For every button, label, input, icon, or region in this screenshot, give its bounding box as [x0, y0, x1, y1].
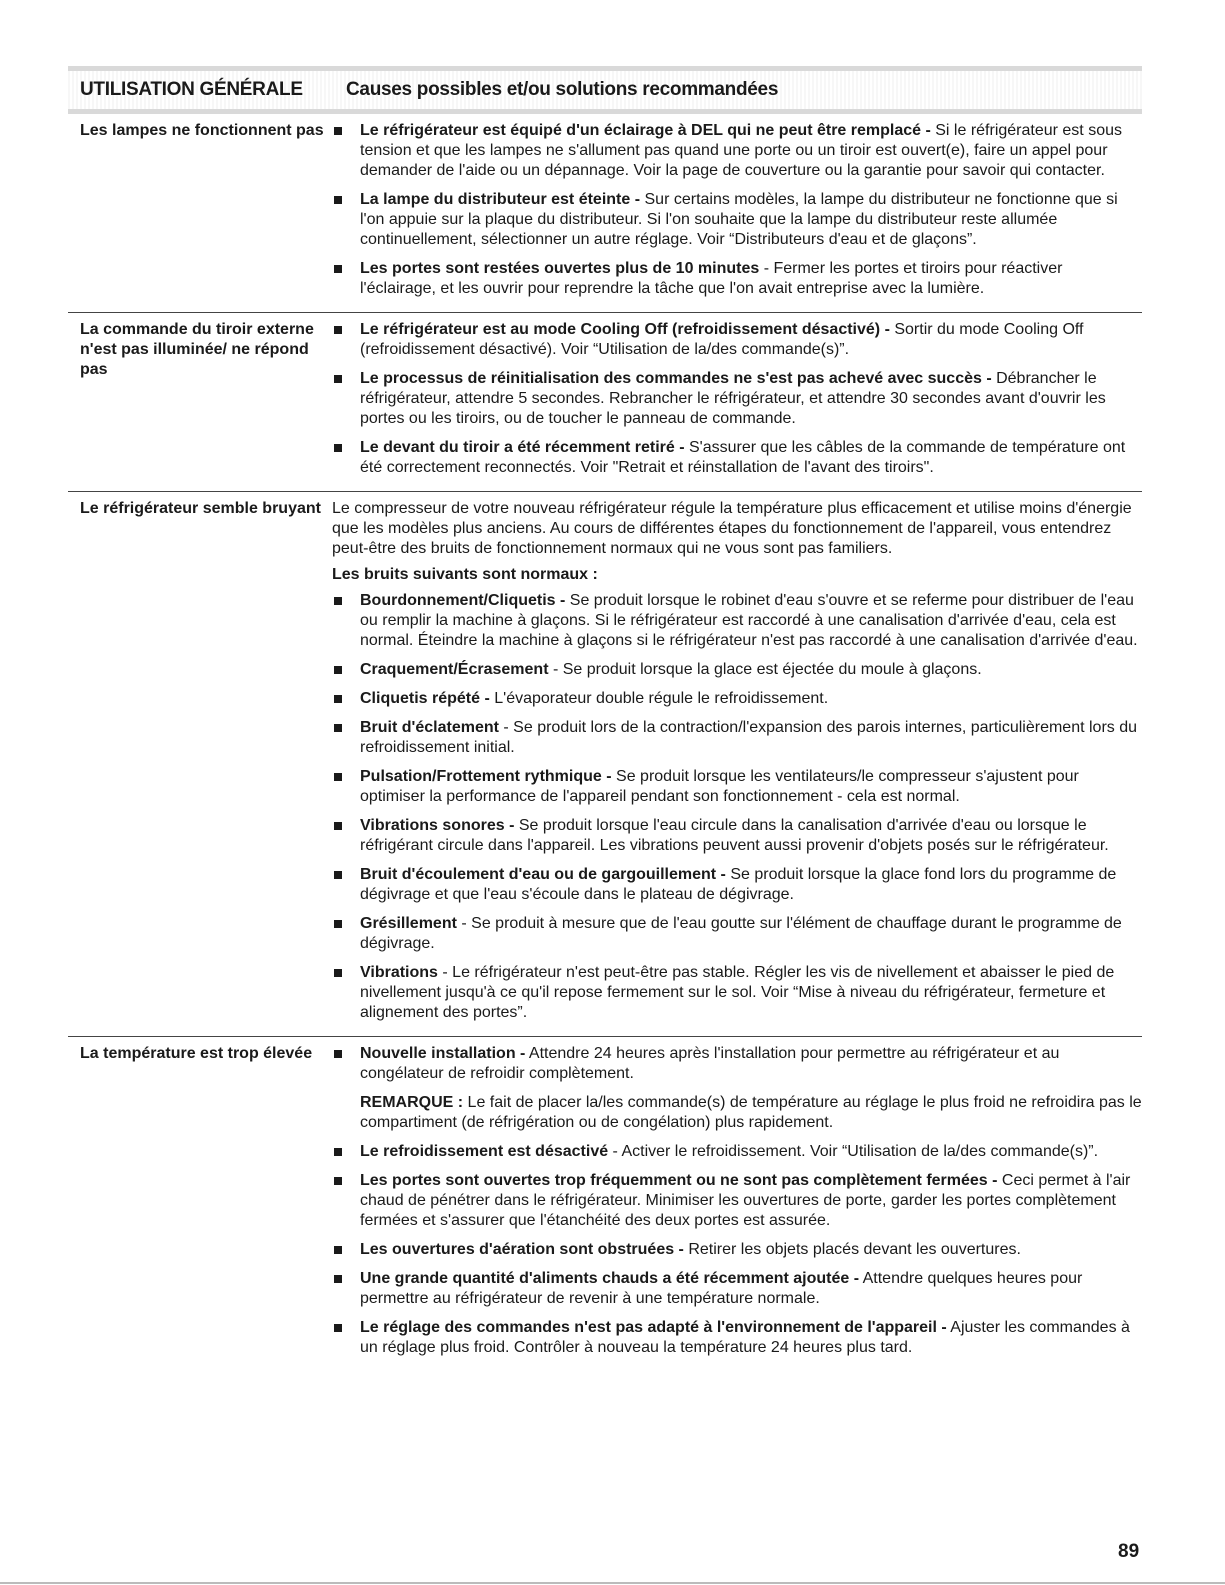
item-cause: Le réglage des commandes n'est pas adapté à l'environnement de l'appareil -	[360, 1319, 947, 1336]
list-item	[332, 689, 1142, 709]
list-item	[332, 1142, 1142, 1162]
item-cause: Le réfrigérateur est au mode Cooling Off (refroidissement désactivé) -	[360, 321, 890, 338]
item-solution: Ceci permet à l'air chaud de pénétrer dans le réfrigérateur. Minimiser les ouvertures de porte, garder les portes complètement fermées et s'assurer que l'étanchéité des deux portes est assurée.	[360, 1172, 1131, 1229]
list-item	[332, 438, 1142, 478]
item-cause: Craquement/Écrasement	[360, 661, 549, 678]
item-solution: Se produit lorsque l'eau circule dans la canalisation d'arrivée d'eau ou lorsque le réfrigérant circule dans l'appareil. Les vibrations peuvent aussi provenir d'objets posés sur le réfrigérateur.	[360, 817, 1109, 854]
section-noise	[68, 492, 1142, 1037]
troubleshooting-table	[68, 66, 1142, 1371]
item-cause: Bruit d'éclatement	[360, 719, 499, 736]
item-solution: Se produit lorsque le robinet d'eau s'ouvre et se referme pour distribuer de l'eau ou remplir la machine à glaçons. Si le réfrigérateur est raccordé à une canalisation d'arrivée d'eau, cela est normal. Éteindre la machine à glaçons si le réfrigérateur n'est pas raccordé à une canalisation d'arrivée d'eau.	[360, 592, 1138, 649]
item-cause: Les portes sont restées ouvertes plus de 10 minutes	[360, 260, 760, 277]
item-cause: Le processus de réinitialisation des commandes ne s'est pas achevé avec succès -	[360, 370, 992, 387]
item-solution: - Le réfrigérateur n'est peut-être pas stable. Régler les vis de nivellement et abaisser le pied de nivellement jusqu'à ce qu'il repose fermement sur le sol. Voir “Mise à niveau du réfrigérateur, fermeture et alignement des portes”.	[360, 964, 1115, 1021]
list-item	[332, 1044, 1142, 1084]
problem-label: Les lampes ne fonctionnent pas	[80, 122, 324, 139]
item-cause: Une grande quantité d'aliments chauds a été récemment ajoutée -	[360, 1270, 860, 1287]
list-item	[332, 320, 1142, 360]
item-solution: - Se produit lorsque la glace est éjectée du moule à glaçons.	[548, 661, 982, 678]
problem-label: La commande du tiroir externe n'est pas illuminée/ ne répond pas	[80, 321, 314, 378]
item-cause: Bourdonnement/Cliquetis -	[360, 592, 566, 609]
item-solution: Se produit lorsque les ventilateurs/le compresseur s'ajustent pour optimiser la performance de l'appareil pendant son fonctionnement - cela est normal.	[360, 768, 1079, 805]
bullet-icon	[332, 718, 360, 758]
bullet-icon	[332, 767, 360, 807]
bullet-icon	[332, 816, 360, 856]
bullet-icon	[332, 190, 360, 250]
item-cause: Les portes sont ouvertes trop fréquemment ou ne sont pas complètement fermées -	[360, 1172, 998, 1189]
item-solution: Se produit lorsque la glace fond lors du programme de dégivrage et que l'eau s'écoule dans le plateau de dégivrage.	[360, 866, 1117, 903]
item-solution: Sortir du mode Cooling Off (refroidissement désactivé). Voir “Utilisation de la/des commande(s)”.	[360, 321, 1084, 358]
solutions	[332, 320, 1142, 487]
note-label: REMARQUE :	[360, 1094, 464, 1111]
header-problem-column: UTILISATION GÉNÉRALE	[80, 79, 303, 100]
bullet-icon	[332, 369, 360, 429]
item-cause: Nouvelle installation -	[360, 1045, 526, 1062]
list-item	[332, 369, 1142, 429]
bullet-icon	[332, 660, 360, 680]
bullet-icon	[332, 1269, 360, 1309]
problem-label: Le réfrigérateur semble bruyant	[80, 500, 321, 517]
list-item	[332, 660, 1142, 680]
item-cause: Bruit d'écoulement d'eau ou de gargouillement -	[360, 866, 726, 883]
item-cause: Les ouvertures d'aération sont obstruées -	[360, 1241, 684, 1258]
list-item	[332, 963, 1142, 1023]
note-paragraph	[332, 1093, 1142, 1133]
table-header	[68, 66, 1142, 114]
list-item	[332, 718, 1142, 758]
list-item	[332, 121, 1142, 181]
item-solution: Attendre 24 heures après l'installation pour permettre au réfrigérateur et au congélateur de refroidir complètement.	[360, 1045, 1060, 1082]
note-text: Le fait de placer la/les commande(s) de température au réglage le plus froid ne refroidira pas le compartiment (de réfrigération ou de congélation) plus rapidement.	[360, 1094, 1142, 1131]
list-item	[332, 865, 1142, 905]
item-solution: - Se produit à mesure que de l'eau goutte sur l'élément de chauffage durant le programme de dégivrage.	[360, 915, 1122, 952]
bullet-icon	[332, 259, 360, 299]
bullet-icon	[332, 438, 360, 478]
bullet-icon	[332, 963, 360, 1023]
item-cause: Le devant du tiroir a été récemment retiré -	[360, 439, 685, 456]
bullet-icon	[332, 1044, 360, 1084]
bullet-icon	[332, 1142, 360, 1162]
item-solution: - Activer le refroidissement. Voir “Utilisation de la/des commande(s)”.	[608, 1143, 1099, 1160]
item-solution: Débrancher le réfrigérateur, attendre 5 secondes. Rebrancher le réfrigérateur, et attendre 30 secondes avant d'ouvrir les portes ou les tiroirs, ou de toucher le panneau de commande.	[360, 370, 1106, 427]
problem-label: La température est trop élevée	[80, 1045, 313, 1062]
list-item	[332, 1269, 1142, 1309]
item-cause: Vibrations sonores -	[360, 817, 515, 834]
list-item	[332, 1318, 1142, 1358]
item-cause: Le refroidissement est désactivé	[360, 1143, 609, 1160]
bullet-icon	[332, 1318, 360, 1358]
header-solutions-column: Causes possibles et/ou solutions recommandées	[346, 79, 779, 100]
bullet-icon	[332, 865, 360, 905]
item-solution: Retirer les objets placés devant les ouvertures.	[683, 1241, 1021, 1258]
item-solution: - Fermer les portes et tiroirs pour réactiver l'éclairage, et les ouvrir pour reprendre la tâche que l'on avait entreprise avec la lumière.	[360, 260, 1063, 297]
bullet-icon	[332, 121, 360, 181]
item-cause: Le réfrigérateur est équipé d'un éclairage à DEL qui ne peut être remplacé -	[360, 122, 931, 139]
list-item	[332, 259, 1142, 299]
page-number: 89	[1118, 1541, 1140, 1562]
bullet-icon	[332, 591, 360, 651]
item-cause: La lampe du distributeur est éteinte -	[360, 191, 641, 208]
bullet-icon	[332, 689, 360, 709]
item-cause: Vibrations	[360, 964, 438, 981]
list-item	[332, 591, 1142, 651]
section-temperature	[68, 1037, 1142, 1371]
list-item	[332, 1240, 1142, 1260]
list-item	[332, 816, 1142, 856]
item-cause: Cliquetis répété -	[360, 690, 490, 707]
item-cause: Grésillement	[360, 915, 457, 932]
item-solution: - Se produit lors de la contraction/l'expansion des parois internes, particulièrement lors du refroidissement initial.	[360, 719, 1138, 756]
list-item	[332, 190, 1142, 250]
item-cause: Pulsation/Frottement rythmique -	[360, 768, 612, 785]
item-solution: L'évaporateur double régule le refroidissement.	[489, 690, 829, 707]
solutions	[332, 1044, 1142, 1367]
solutions	[332, 499, 1142, 1032]
normal-sounds-heading: Les bruits suivants sont normaux :	[332, 566, 598, 583]
list-item	[332, 1171, 1142, 1231]
section-drawer-control	[68, 313, 1142, 492]
section-lamps	[68, 114, 1142, 313]
bullet-icon	[332, 320, 360, 360]
list-item	[332, 767, 1142, 807]
bullet-icon	[332, 914, 360, 954]
item-solution: Ajuster les commandes à un réglage plus froid. Contrôler à nouveau la température 24 heures plus tard.	[360, 1319, 1130, 1356]
item-solution: S'assurer que les câbles de la commande de température ont été correctement reconnectés. Voir "Retrait et réinstallation de l'avant des tiroirs".	[360, 439, 1126, 476]
bottom-divider	[0, 1582, 1225, 1584]
intro-paragraph: Le compresseur de votre nouveau réfrigérateur régule la température plus efficacement et utilise moins d'énergie que les modèles plus anciens. Au cours de différentes étapes du fonctionnement de l'appareil, vous entendrez peut-être des bruits de fonctionnement normaux qui ne vous sont pas familiers.	[332, 500, 1132, 557]
bullet-icon	[332, 1240, 360, 1260]
list-item	[332, 914, 1142, 954]
item-solution: Attendre quelques heures pour permettre au réfrigérateur de revenir à une température normale.	[360, 1270, 1083, 1307]
bullet-icon	[332, 1171, 360, 1231]
item-solution: Sur certains modèles, la lampe du distributeur ne fonctionne que si l'on appuie sur la plaque du distributeur. Si l'on souhaite que la lampe du distributeur reste allumée continuellement, sélectionner un autre réglage. Voir “Distributeurs d'eau et de glaçons”.	[360, 191, 1118, 248]
solutions	[332, 121, 1142, 308]
item-solution: Si le réfrigérateur est sous tension et que les lampes ne s'allument pas quand une porte ou un tiroir est ouvert(e), faire un appel pour demander de l'aide ou un dépannage. Voir la page de couverture ou la garantie pour savoir qui contacter.	[360, 122, 1122, 179]
